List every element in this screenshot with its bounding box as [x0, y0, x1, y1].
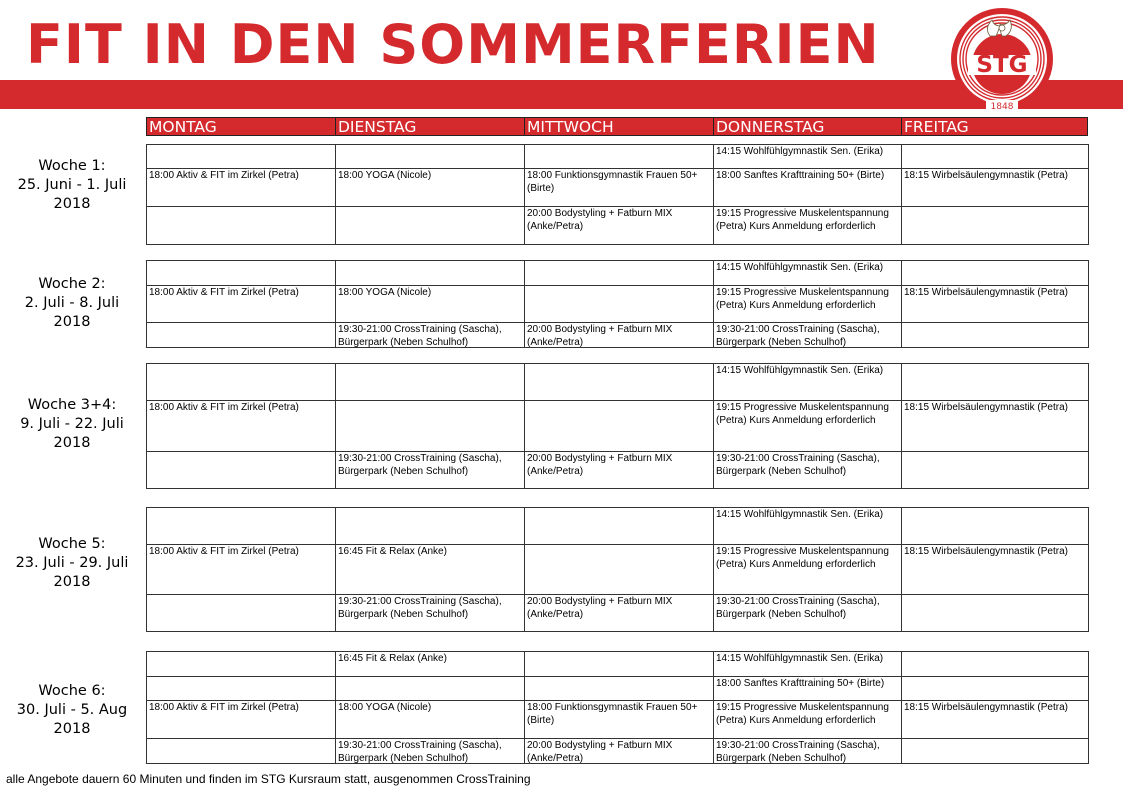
schedule-cell: 20:00 Bodystyling + Fatburn MIX (Anke/Petra) — [524, 738, 714, 764]
week-label-range: 25. Juni - 1. Juli — [17, 177, 127, 193]
schedule-cell — [335, 144, 525, 169]
logo-year: 1848 — [990, 102, 1014, 112]
schedule-cell: 18:00 Aktiv & FIT im Zirkel (Petra) — [146, 400, 336, 452]
schedule-cell — [901, 206, 1089, 245]
schedule-cell: 18:15 Wirbelsäulengymnastik (Petra) — [901, 700, 1089, 739]
schedule-cell: 14:15 Wohlfühlgymnastik Sen. (Erika) — [713, 363, 902, 401]
schedule-cell — [146, 651, 336, 677]
week-label-range: 23. Juli - 29. Juli — [15, 555, 129, 571]
schedule-cell — [901, 363, 1089, 401]
schedule-cell — [335, 206, 525, 245]
schedule-cell: 18:15 Wirbelsäulengymnastik (Petra) — [901, 400, 1089, 452]
schedule-cell — [146, 676, 336, 701]
schedule-cell: 19:15 Progressive Muskelentspannung (Petra) Kurs Anmeldung erforderlich — [713, 285, 902, 323]
schedule-cell — [335, 400, 525, 452]
schedule-cell: 19:30-21:00 CrossTraining (Sascha), Bürgerpark (Neben Schulhof) — [713, 451, 902, 489]
schedule-cell: 20:00 Bodystyling + Fatburn MIX (Anke/Petra) — [524, 451, 714, 489]
schedule-cell — [901, 507, 1089, 545]
schedule-cell — [524, 144, 714, 169]
schedule-cell: 19:30-21:00 CrossTraining (Sascha), Bürgerpark (Neben Schulhof) — [335, 738, 525, 764]
schedule-cell: 19:15 Progressive Muskelentspannung (Petra) Kurs Anmeldung erforderlich — [713, 206, 902, 245]
schedule-cell: 18:15 Wirbelsäulengymnastik (Petra) — [901, 168, 1089, 207]
week-label-range: 2. Juli - 8. Juli — [24, 295, 120, 311]
schedule-cell: 14:15 Wohlfühlgymnastik Sen. (Erika) — [713, 144, 902, 169]
schedule-cell — [901, 322, 1089, 348]
schedule-cell — [146, 594, 336, 632]
week-label-1 — [4, 157, 140, 214]
schedule-cell: 20:00 Bodystyling + Fatburn MIX (Anke/Petra) — [524, 594, 714, 632]
schedule-cell: 19:30-21:00 CrossTraining (Sascha), Bürgerpark (Neben Schulhof) — [713, 594, 902, 632]
schedule-cell: 14:15 Wohlfühlgymnastik Sen. (Erika) — [713, 507, 902, 545]
schedule-cell — [901, 260, 1089, 286]
stg-logo — [946, 6, 1058, 112]
page-title: FIT IN DEN SOMMERFERIEN — [26, 13, 880, 76]
schedule-cell: 19:30-21:00 CrossTraining (Sascha), Bürgerpark (Neben Schulhof) — [713, 322, 902, 348]
schedule-cell: 19:15 Progressive Muskelentspannung (Petra) Kurs Anmeldung erforderlich — [713, 400, 902, 452]
schedule-cell — [335, 260, 525, 286]
schedule-cell — [146, 507, 336, 545]
schedule-cell: 18:00 YOGA (Nicole) — [335, 700, 525, 739]
schedule-cell: 16:45 Fit & Relax (Anke) — [335, 651, 525, 677]
schedule-cell: 18:00 YOGA (Nicole) — [335, 168, 525, 207]
day-header-montag: MONTAG — [146, 117, 335, 136]
week-label-year: 2018 — [53, 574, 91, 590]
schedule-cell: 19:15 Progressive Muskelentspannung (Petra) Kurs Anmeldung erforderlich — [713, 544, 902, 595]
week-label-4 — [4, 535, 140, 592]
schedule-cell — [901, 738, 1089, 764]
schedule-cell: 18:15 Wirbelsäulengymnastik (Petra) — [901, 544, 1089, 595]
week-label-title: Woche 3+4: — [27, 397, 117, 413]
week-label-year: 2018 — [53, 721, 91, 737]
schedule-cell: 19:30-21:00 CrossTraining (Sascha), Bürgerpark (Neben Schulhof) — [335, 594, 525, 632]
schedule-cell: 19:30-21:00 CrossTraining (Sascha), Bürgerpark (Neben Schulhof) — [335, 322, 525, 348]
schedule-cell — [901, 144, 1089, 169]
footnote: alle Angebote dauern 60 Minuten und finden im STG Kursraum statt, ausgenommen CrossTraining — [6, 772, 531, 786]
schedule-cell — [146, 451, 336, 489]
schedule-cell — [335, 363, 525, 401]
week-label-5 — [4, 682, 140, 739]
week-label-year: 2018 — [53, 314, 91, 330]
day-header-dienstag: DIENSTAG — [335, 117, 524, 136]
schedule-cell — [901, 594, 1089, 632]
day-header-donnerstag: DONNERSTAG — [713, 117, 901, 136]
schedule-cell: 18:00 Aktiv & FIT im Zirkel (Petra) — [146, 285, 336, 323]
schedule-cell — [524, 544, 714, 595]
week-label-3 — [4, 396, 140, 453]
schedule-cell — [524, 651, 714, 677]
week-label-2 — [4, 275, 140, 332]
schedule-cell — [524, 363, 714, 401]
schedule-cell: 18:15 Wirbelsäulengymnastik (Petra) — [901, 285, 1089, 323]
schedule-cell: 18:00 Aktiv & FIT im Zirkel (Petra) — [146, 168, 336, 207]
schedule-cell: 18:00 Sanftes Krafttraining 50+ (Birte) — [713, 676, 902, 701]
schedule-cell — [901, 451, 1089, 489]
schedule-cell: 19:15 Progressive Muskelentspannung (Petra) Kurs Anmeldung erforderlich — [713, 700, 902, 739]
day-header-freitag: FREITAG — [901, 117, 1088, 136]
schedule-cell — [146, 322, 336, 348]
schedule-cell — [901, 651, 1089, 677]
schedule-cell: 19:30-21:00 CrossTraining (Sascha), Bürgerpark (Neben Schulhof) — [713, 738, 902, 764]
schedule-cell — [146, 260, 336, 286]
schedule-cell — [146, 206, 336, 245]
schedule-cell — [146, 738, 336, 764]
schedule-cell: 16:45 Fit & Relax (Anke) — [335, 544, 525, 595]
schedule-cell: 18:00 Funktionsgymnastik Frauen 50+ (Birte) — [524, 700, 714, 739]
schedule-cell — [524, 285, 714, 323]
week-label-title: Woche 1: — [38, 158, 106, 174]
schedule-cell: 18:00 Aktiv & FIT im Zirkel (Petra) — [146, 700, 336, 739]
schedule-cell: 14:15 Wohlfühlgymnastik Sen. (Erika) — [713, 651, 902, 677]
schedule-cell: 14:15 Wohlfühlgymnastik Sen. (Erika) — [713, 260, 902, 286]
schedule-cell: 20:00 Bodystyling + Fatburn MIX (Anke/Petra) — [524, 206, 714, 245]
week-label-year: 2018 — [53, 435, 91, 451]
schedule-cell — [524, 260, 714, 286]
week-label-title: Woche 5: — [38, 536, 106, 552]
schedule-cell — [524, 400, 714, 452]
day-header-mittwoch: MITTWOCH — [524, 117, 713, 136]
schedule-cell — [146, 363, 336, 401]
schedule-cell — [524, 507, 714, 545]
schedule-cell: 18:00 Funktionsgymnastik Frauen 50+ (Birte) — [524, 168, 714, 207]
schedule-cell — [335, 676, 525, 701]
week-label-range: 30. Juli - 5. Aug — [16, 702, 128, 718]
schedule-cell — [524, 676, 714, 701]
schedule-cell: 18:00 Sanftes Krafttraining 50+ (Birte) — [713, 168, 902, 207]
schedule-cell: 19:30-21:00 CrossTraining (Sascha), Bürgerpark (Neben Schulhof) — [335, 451, 525, 489]
schedule-cell — [335, 507, 525, 545]
week-label-range: 9. Juli - 22. Juli — [20, 416, 124, 432]
schedule-cell: 18:00 Aktiv & FIT im Zirkel (Petra) — [146, 544, 336, 595]
schedule-cell — [901, 676, 1089, 701]
logo-text: STG — [976, 52, 1028, 78]
week-label-year: 2018 — [53, 196, 91, 212]
schedule-cell: 18:00 YOGA (Nicole) — [335, 285, 525, 323]
week-label-title: Woche 2: — [38, 276, 106, 292]
schedule-cell: 20:00 Bodystyling + Fatburn MIX (Anke/Petra) — [524, 322, 714, 348]
schedule-cell — [146, 144, 336, 169]
week-label-title: Woche 6: — [38, 683, 106, 699]
